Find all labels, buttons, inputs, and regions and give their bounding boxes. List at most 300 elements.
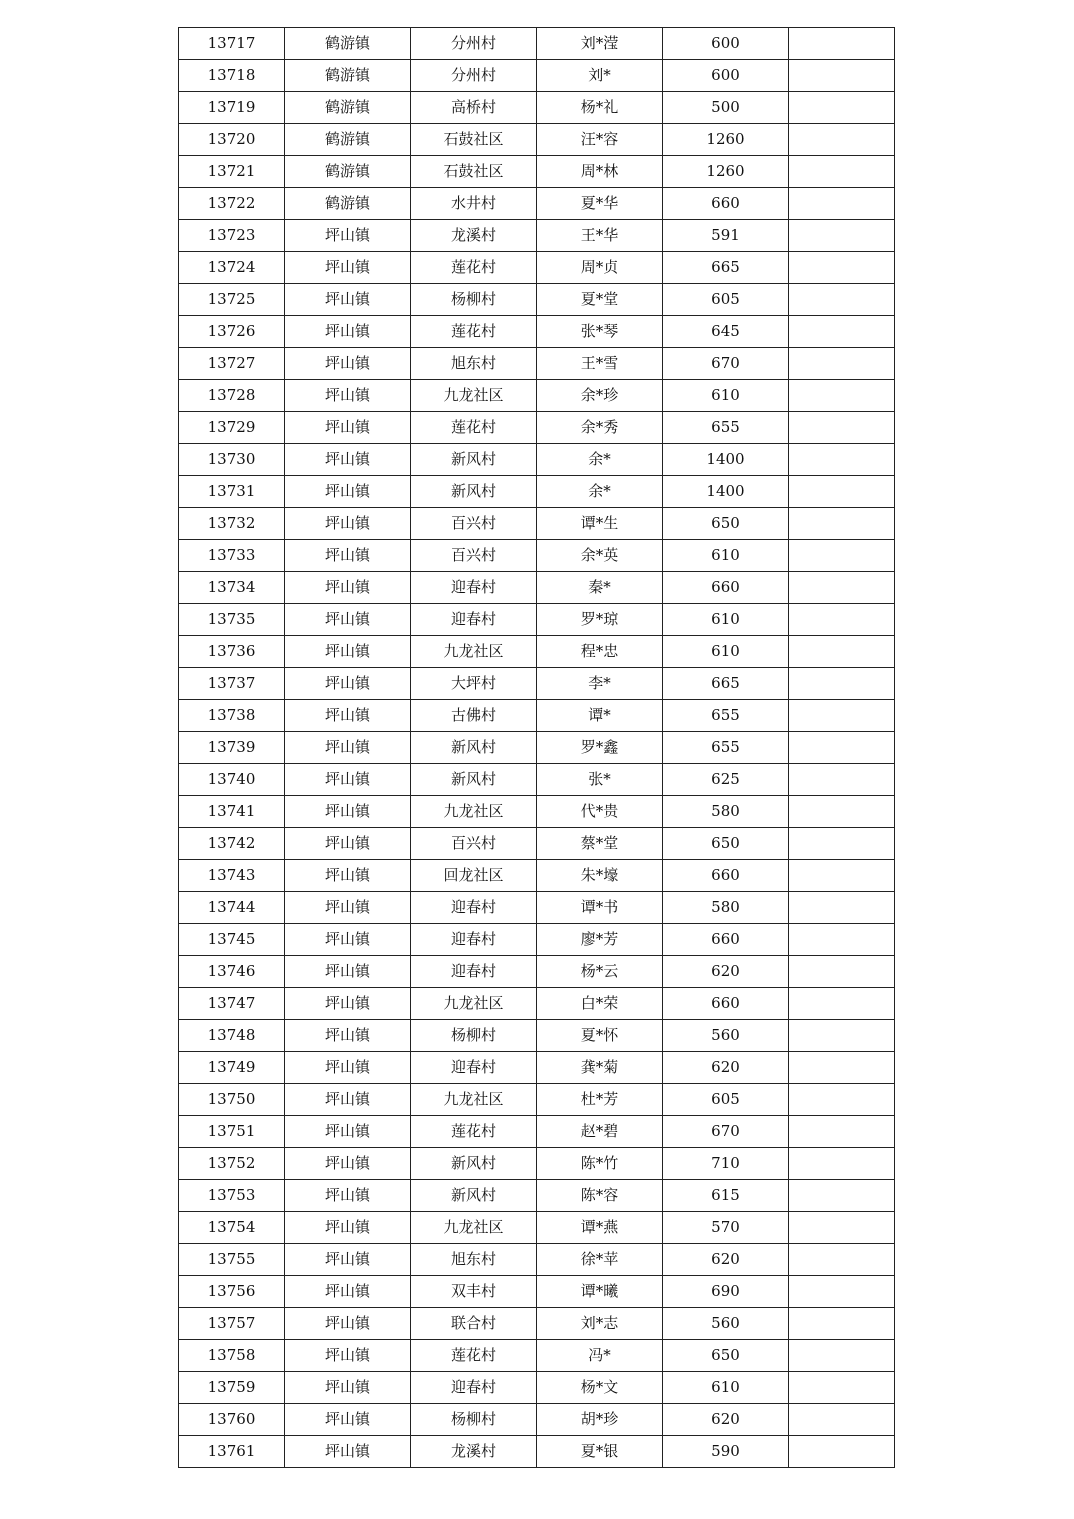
amount-cell: 650	[663, 508, 789, 540]
village-cell: 水井村	[411, 188, 537, 220]
name-cell: 龚*菊	[537, 1052, 663, 1084]
serial-number-cell: 13725	[179, 284, 285, 316]
town-cell: 坪山镇	[285, 1180, 411, 1212]
name-cell: 赵*碧	[537, 1116, 663, 1148]
remark-cell	[789, 540, 895, 572]
village-cell: 龙溪村	[411, 1436, 537, 1468]
village-cell: 九龙社区	[411, 1212, 537, 1244]
remark-cell	[789, 508, 895, 540]
amount-cell: 1400	[663, 476, 789, 508]
amount-cell: 660	[663, 860, 789, 892]
remark-cell	[789, 1404, 895, 1436]
amount-cell: 620	[663, 1052, 789, 1084]
town-cell: 坪山镇	[285, 1436, 411, 1468]
table-row	[179, 252, 895, 284]
amount-cell: 625	[663, 764, 789, 796]
amount-cell: 600	[663, 60, 789, 92]
village-cell: 百兴村	[411, 828, 537, 860]
town-cell: 坪山镇	[285, 700, 411, 732]
town-cell: 坪山镇	[285, 252, 411, 284]
name-cell: 罗*鑫	[537, 732, 663, 764]
town-cell: 坪山镇	[285, 572, 411, 604]
name-cell: 余*英	[537, 540, 663, 572]
amount-cell: 500	[663, 92, 789, 124]
serial-number-cell: 13731	[179, 476, 285, 508]
serial-number-cell: 13741	[179, 796, 285, 828]
name-cell: 谭*	[537, 700, 663, 732]
table-row	[179, 1212, 895, 1244]
village-cell: 新风村	[411, 476, 537, 508]
table-row	[179, 732, 895, 764]
town-cell: 坪山镇	[285, 444, 411, 476]
village-cell: 莲花村	[411, 412, 537, 444]
amount-cell: 655	[663, 732, 789, 764]
town-cell: 鹤游镇	[285, 124, 411, 156]
town-cell: 坪山镇	[285, 476, 411, 508]
town-cell: 坪山镇	[285, 316, 411, 348]
amount-cell: 610	[663, 1372, 789, 1404]
serial-number-cell: 13729	[179, 412, 285, 444]
subsidy-roster-table	[178, 27, 895, 1468]
serial-number-cell: 13744	[179, 892, 285, 924]
village-cell: 龙溪村	[411, 220, 537, 252]
remark-cell	[789, 1148, 895, 1180]
name-cell: 徐*苹	[537, 1244, 663, 1276]
village-cell: 莲花村	[411, 252, 537, 284]
serial-number-cell: 13732	[179, 508, 285, 540]
table-row	[179, 988, 895, 1020]
table-row	[179, 604, 895, 636]
remark-cell	[789, 28, 895, 60]
remark-cell	[789, 1276, 895, 1308]
table-row	[179, 860, 895, 892]
table-row	[179, 188, 895, 220]
table-row	[179, 700, 895, 732]
village-cell: 双丰村	[411, 1276, 537, 1308]
serial-number-cell: 13740	[179, 764, 285, 796]
table-row	[179, 508, 895, 540]
village-cell: 古佛村	[411, 700, 537, 732]
amount-cell: 665	[663, 252, 789, 284]
remark-cell	[789, 444, 895, 476]
remark-cell	[789, 1084, 895, 1116]
town-cell: 坪山镇	[285, 636, 411, 668]
serial-number-cell: 13734	[179, 572, 285, 604]
name-cell: 胡*珍	[537, 1404, 663, 1436]
table-row	[179, 1404, 895, 1436]
table-body	[179, 28, 895, 1468]
name-cell: 王*雪	[537, 348, 663, 380]
amount-cell: 660	[663, 988, 789, 1020]
serial-number-cell: 13752	[179, 1148, 285, 1180]
remark-cell	[789, 892, 895, 924]
amount-cell: 1400	[663, 444, 789, 476]
serial-number-cell: 13757	[179, 1308, 285, 1340]
village-cell: 莲花村	[411, 1340, 537, 1372]
amount-cell: 710	[663, 1148, 789, 1180]
town-cell: 坪山镇	[285, 988, 411, 1020]
town-cell: 坪山镇	[285, 412, 411, 444]
remark-cell	[789, 476, 895, 508]
amount-cell: 610	[663, 380, 789, 412]
amount-cell: 580	[663, 796, 789, 828]
remark-cell	[789, 1116, 895, 1148]
village-cell: 新风村	[411, 764, 537, 796]
remark-cell	[789, 572, 895, 604]
town-cell: 坪山镇	[285, 220, 411, 252]
amount-cell: 655	[663, 700, 789, 732]
name-cell: 程*忠	[537, 636, 663, 668]
name-cell: 白*荣	[537, 988, 663, 1020]
village-cell: 大坪村	[411, 668, 537, 700]
name-cell: 杨*礼	[537, 92, 663, 124]
name-cell: 夏*堂	[537, 284, 663, 316]
town-cell: 坪山镇	[285, 284, 411, 316]
table-row	[179, 284, 895, 316]
name-cell: 刘*	[537, 60, 663, 92]
table-row	[179, 924, 895, 956]
table-row	[179, 636, 895, 668]
amount-cell: 650	[663, 828, 789, 860]
name-cell: 夏*华	[537, 188, 663, 220]
remark-cell	[789, 1052, 895, 1084]
serial-number-cell: 13753	[179, 1180, 285, 1212]
remark-cell	[789, 60, 895, 92]
serial-number-cell: 13749	[179, 1052, 285, 1084]
serial-number-cell: 13739	[179, 732, 285, 764]
amount-cell: 1260	[663, 124, 789, 156]
remark-cell	[789, 380, 895, 412]
table-row	[179, 220, 895, 252]
village-cell: 新风村	[411, 444, 537, 476]
table-row	[179, 668, 895, 700]
table-row	[179, 892, 895, 924]
village-cell: 莲花村	[411, 1116, 537, 1148]
village-cell: 九龙社区	[411, 988, 537, 1020]
name-cell: 谭*燕	[537, 1212, 663, 1244]
amount-cell: 580	[663, 892, 789, 924]
village-cell: 新风村	[411, 732, 537, 764]
town-cell: 坪山镇	[285, 764, 411, 796]
serial-number-cell: 13718	[179, 60, 285, 92]
serial-number-cell: 13748	[179, 1020, 285, 1052]
remark-cell	[789, 124, 895, 156]
table-row	[179, 348, 895, 380]
town-cell: 坪山镇	[285, 1116, 411, 1148]
remark-cell	[789, 700, 895, 732]
remark-cell	[789, 924, 895, 956]
table-row	[179, 572, 895, 604]
table-row	[179, 796, 895, 828]
name-cell: 周*林	[537, 156, 663, 188]
name-cell: 余*	[537, 476, 663, 508]
town-cell: 坪山镇	[285, 540, 411, 572]
village-cell: 百兴村	[411, 508, 537, 540]
serial-number-cell: 13761	[179, 1436, 285, 1468]
serial-number-cell: 13717	[179, 28, 285, 60]
town-cell: 鹤游镇	[285, 92, 411, 124]
remark-cell	[789, 732, 895, 764]
serial-number-cell: 13728	[179, 380, 285, 412]
serial-number-cell: 13758	[179, 1340, 285, 1372]
name-cell: 廖*芳	[537, 924, 663, 956]
name-cell: 周*贞	[537, 252, 663, 284]
table-row	[179, 1244, 895, 1276]
name-cell: 谭*生	[537, 508, 663, 540]
amount-cell: 660	[663, 188, 789, 220]
remark-cell	[789, 316, 895, 348]
remark-cell	[789, 636, 895, 668]
remark-cell	[789, 1212, 895, 1244]
village-cell: 分州村	[411, 60, 537, 92]
serial-number-cell: 13745	[179, 924, 285, 956]
serial-number-cell: 13756	[179, 1276, 285, 1308]
table-row	[179, 156, 895, 188]
town-cell: 坪山镇	[285, 924, 411, 956]
town-cell: 坪山镇	[285, 668, 411, 700]
serial-number-cell: 13746	[179, 956, 285, 988]
town-cell: 坪山镇	[285, 348, 411, 380]
serial-number-cell: 13747	[179, 988, 285, 1020]
serial-number-cell: 13736	[179, 636, 285, 668]
table-row	[179, 380, 895, 412]
village-cell: 九龙社区	[411, 636, 537, 668]
town-cell: 坪山镇	[285, 892, 411, 924]
remark-cell	[789, 284, 895, 316]
village-cell: 回龙社区	[411, 860, 537, 892]
remark-cell	[789, 348, 895, 380]
remark-cell	[789, 156, 895, 188]
town-cell: 坪山镇	[285, 1148, 411, 1180]
name-cell: 代*贵	[537, 796, 663, 828]
village-cell: 九龙社区	[411, 796, 537, 828]
amount-cell: 560	[663, 1308, 789, 1340]
table-row	[179, 764, 895, 796]
remark-cell	[789, 252, 895, 284]
amount-cell: 670	[663, 1116, 789, 1148]
table-row	[179, 540, 895, 572]
table-row	[179, 828, 895, 860]
amount-cell: 620	[663, 1404, 789, 1436]
amount-cell: 615	[663, 1180, 789, 1212]
name-cell: 刘*志	[537, 1308, 663, 1340]
village-cell: 新风村	[411, 1148, 537, 1180]
amount-cell: 620	[663, 1244, 789, 1276]
town-cell: 鹤游镇	[285, 188, 411, 220]
name-cell: 余*秀	[537, 412, 663, 444]
serial-number-cell: 13721	[179, 156, 285, 188]
name-cell: 张*	[537, 764, 663, 796]
amount-cell: 600	[663, 28, 789, 60]
serial-number-cell: 13754	[179, 1212, 285, 1244]
table-row	[179, 444, 895, 476]
table-row	[179, 1372, 895, 1404]
name-cell: 杜*芳	[537, 1084, 663, 1116]
serial-number-cell: 13738	[179, 700, 285, 732]
remark-cell	[789, 828, 895, 860]
village-cell: 迎春村	[411, 1052, 537, 1084]
remark-cell	[789, 1372, 895, 1404]
amount-cell: 690	[663, 1276, 789, 1308]
name-cell: 朱*壕	[537, 860, 663, 892]
table-row	[179, 1148, 895, 1180]
serial-number-cell: 13720	[179, 124, 285, 156]
remark-cell	[789, 92, 895, 124]
table-row	[179, 124, 895, 156]
town-cell: 坪山镇	[285, 1340, 411, 1372]
serial-number-cell: 13755	[179, 1244, 285, 1276]
serial-number-cell: 13735	[179, 604, 285, 636]
table-row	[179, 1084, 895, 1116]
amount-cell: 650	[663, 1340, 789, 1372]
serial-number-cell: 13742	[179, 828, 285, 860]
serial-number-cell: 13743	[179, 860, 285, 892]
amount-cell: 605	[663, 284, 789, 316]
name-cell: 夏*怀	[537, 1020, 663, 1052]
remark-cell	[789, 220, 895, 252]
table-row	[179, 1180, 895, 1212]
remark-cell	[789, 956, 895, 988]
village-cell: 杨柳村	[411, 1020, 537, 1052]
amount-cell: 590	[663, 1436, 789, 1468]
name-cell: 张*琴	[537, 316, 663, 348]
table-row	[179, 1020, 895, 1052]
amount-cell: 610	[663, 540, 789, 572]
table-row	[179, 412, 895, 444]
amount-cell: 665	[663, 668, 789, 700]
table-row	[179, 60, 895, 92]
town-cell: 坪山镇	[285, 1372, 411, 1404]
village-cell: 迎春村	[411, 924, 537, 956]
name-cell: 余*	[537, 444, 663, 476]
town-cell: 坪山镇	[285, 1084, 411, 1116]
name-cell: 谭*曦	[537, 1276, 663, 1308]
table-row	[179, 1116, 895, 1148]
name-cell: 陈*容	[537, 1180, 663, 1212]
remark-cell	[789, 1308, 895, 1340]
name-cell: 汪*容	[537, 124, 663, 156]
village-cell: 杨柳村	[411, 1404, 537, 1436]
amount-cell: 605	[663, 1084, 789, 1116]
town-cell: 坪山镇	[285, 1276, 411, 1308]
name-cell: 蔡*堂	[537, 828, 663, 860]
amount-cell: 670	[663, 348, 789, 380]
remark-cell	[789, 412, 895, 444]
remark-cell	[789, 988, 895, 1020]
town-cell: 鹤游镇	[285, 28, 411, 60]
name-cell: 杨*云	[537, 956, 663, 988]
remark-cell	[789, 1436, 895, 1468]
village-cell: 石鼓社区	[411, 156, 537, 188]
remark-cell	[789, 860, 895, 892]
name-cell: 刘*滢	[537, 28, 663, 60]
amount-cell: 645	[663, 316, 789, 348]
remark-cell	[789, 668, 895, 700]
town-cell: 坪山镇	[285, 860, 411, 892]
serial-number-cell: 13730	[179, 444, 285, 476]
serial-number-cell: 13719	[179, 92, 285, 124]
village-cell: 九龙社区	[411, 1084, 537, 1116]
remark-cell	[789, 1340, 895, 1372]
remark-cell	[789, 796, 895, 828]
village-cell: 迎春村	[411, 956, 537, 988]
village-cell: 新风村	[411, 1180, 537, 1212]
village-cell: 旭东村	[411, 348, 537, 380]
name-cell: 杨*文	[537, 1372, 663, 1404]
town-cell: 坪山镇	[285, 796, 411, 828]
table-row	[179, 476, 895, 508]
village-cell: 杨柳村	[411, 284, 537, 316]
table-row	[179, 28, 895, 60]
village-cell: 分州村	[411, 28, 537, 60]
remark-cell	[789, 188, 895, 220]
village-cell: 迎春村	[411, 1372, 537, 1404]
amount-cell: 655	[663, 412, 789, 444]
amount-cell: 660	[663, 572, 789, 604]
name-cell: 秦*	[537, 572, 663, 604]
town-cell: 鹤游镇	[285, 60, 411, 92]
serial-number-cell: 13727	[179, 348, 285, 380]
serial-number-cell: 13726	[179, 316, 285, 348]
town-cell: 坪山镇	[285, 1244, 411, 1276]
serial-number-cell: 13760	[179, 1404, 285, 1436]
remark-cell	[789, 1244, 895, 1276]
town-cell: 鹤游镇	[285, 156, 411, 188]
table-row	[179, 316, 895, 348]
amount-cell: 610	[663, 636, 789, 668]
name-cell: 谭*书	[537, 892, 663, 924]
village-cell: 石鼓社区	[411, 124, 537, 156]
amount-cell: 660	[663, 924, 789, 956]
name-cell: 余*珍	[537, 380, 663, 412]
village-cell: 九龙社区	[411, 380, 537, 412]
serial-number-cell: 13723	[179, 220, 285, 252]
table-row	[179, 1276, 895, 1308]
remark-cell	[789, 1180, 895, 1212]
town-cell: 坪山镇	[285, 1020, 411, 1052]
name-cell: 夏*银	[537, 1436, 663, 1468]
serial-number-cell: 13751	[179, 1116, 285, 1148]
table-row	[179, 1052, 895, 1084]
name-cell: 罗*琼	[537, 604, 663, 636]
town-cell: 坪山镇	[285, 604, 411, 636]
serial-number-cell: 13733	[179, 540, 285, 572]
table-row	[179, 1436, 895, 1468]
amount-cell: 620	[663, 956, 789, 988]
table-row	[179, 1340, 895, 1372]
village-cell: 莲花村	[411, 316, 537, 348]
amount-cell: 610	[663, 604, 789, 636]
amount-cell: 570	[663, 1212, 789, 1244]
remark-cell	[789, 764, 895, 796]
town-cell: 坪山镇	[285, 828, 411, 860]
town-cell: 坪山镇	[285, 380, 411, 412]
town-cell: 坪山镇	[285, 508, 411, 540]
name-cell: 冯*	[537, 1340, 663, 1372]
village-cell: 迎春村	[411, 604, 537, 636]
village-cell: 高桥村	[411, 92, 537, 124]
serial-number-cell: 13722	[179, 188, 285, 220]
serial-number-cell: 13724	[179, 252, 285, 284]
amount-cell: 591	[663, 220, 789, 252]
town-cell: 坪山镇	[285, 1052, 411, 1084]
village-cell: 联合村	[411, 1308, 537, 1340]
town-cell: 坪山镇	[285, 1308, 411, 1340]
name-cell: 李*	[537, 668, 663, 700]
amount-cell: 1260	[663, 156, 789, 188]
serial-number-cell: 13759	[179, 1372, 285, 1404]
town-cell: 坪山镇	[285, 956, 411, 988]
